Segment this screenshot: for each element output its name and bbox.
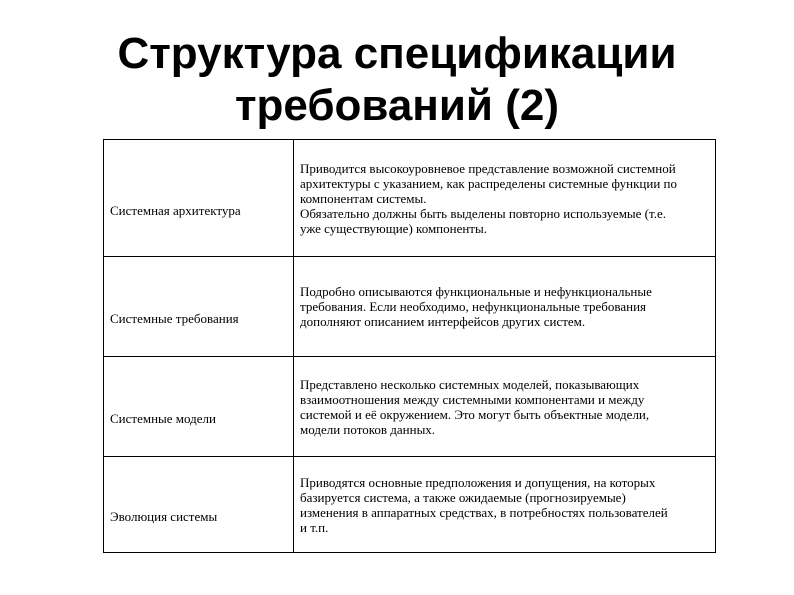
table-row [104, 257, 716, 357]
table-row [104, 457, 716, 553]
section-name: Системная архитектура [104, 140, 294, 257]
section-description: Приводится высокоуровневое представление возможной системной архитектуры с указанием, как распределены системные функции по компонентам системы. Обязательно должны быть выделены повторно используемые (т.е. уже существующие) компоненты. [294, 140, 716, 257]
slide-title: Структура спецификации требований (2) [117, 29, 677, 130]
table-row [104, 357, 716, 457]
section-name: Эволюция системы [104, 457, 294, 553]
section-name: Системные модели [104, 357, 294, 457]
requirements-table [103, 139, 716, 553]
section-description: Представлено несколько системных моделей, показывающих взаимоотношения между системными компонентами и между системой и её окружением. Это могут быть объектные модели, модели потоков данных. [294, 357, 716, 457]
section-description: Подробно описываются функциональные и нефункциональные требования. Если необходимо, нефункциональные требования дополняют описанием интерфейсов других систем. [294, 257, 716, 357]
section-name: Системные требования [104, 257, 294, 357]
table-row [104, 140, 716, 257]
section-description: Приводятся основные предположения и допущения, на которых базируется система, а также ожидаемые (прогнозируемые) изменения в аппаратных средствах, в потребностях пользователей и т.п. [294, 457, 716, 553]
